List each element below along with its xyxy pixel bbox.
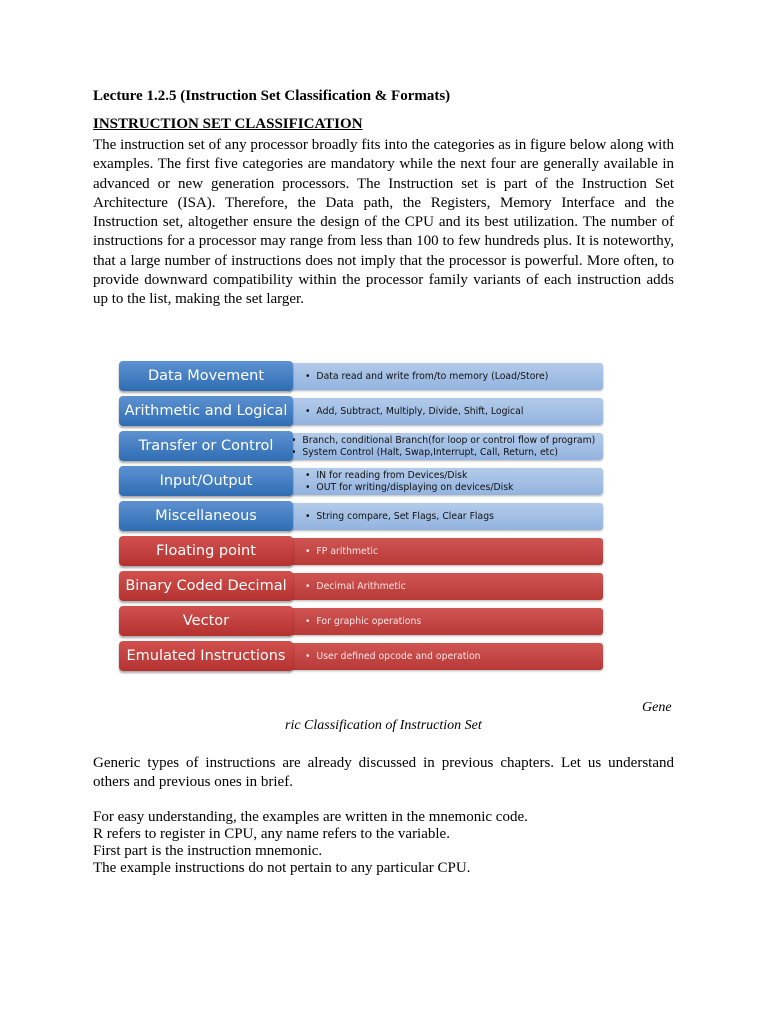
category-description [287, 433, 603, 460]
description-item: • For graphic operations [305, 616, 603, 628]
category-row-floating-point [119, 536, 607, 566]
description-item: • Data read and write from/to memory (Load/Store) [305, 371, 603, 383]
category-row-arithmetic-logical [119, 396, 607, 426]
description-item: • Decimal Arithmetic [305, 581, 603, 593]
category-description [287, 363, 603, 390]
category-label: Vector [119, 606, 293, 636]
description-item: • System Control (Halt, Swap,Interrupt, Call, Return, etc) [291, 447, 603, 459]
notes-list [93, 809, 528, 877]
description-item: • FP arithmetic [305, 546, 603, 558]
category-label: Miscellaneous [119, 501, 293, 531]
category-label: Arithmetic and Logical [119, 396, 293, 426]
category-row-transfer-control [119, 431, 607, 461]
category-row-bcd [119, 571, 607, 601]
category-description [287, 503, 603, 530]
description-item: • Branch, conditional Branch(for loop or control flow of program) [291, 435, 603, 447]
category-label: Input/Output [119, 466, 293, 496]
note-line: For easy understanding, the examples are written in the mnemonic code. [93, 809, 528, 825]
description-item: • Add, Subtract, Multiply, Divide, Shift, Logical [305, 406, 603, 418]
lecture-title: Lecture 1.2.5 (Instruction Set Classification & Formats) [93, 88, 451, 104]
category-description [287, 398, 603, 425]
note-line: First part is the instruction mnemonic. [93, 843, 323, 859]
category-description [287, 573, 603, 600]
category-row-data-movement [119, 361, 607, 391]
description-item: • User defined opcode and operation [305, 651, 603, 663]
section-heading: INSTRUCTION SET CLASSIFICATION [93, 116, 363, 132]
category-row-vector [119, 606, 607, 636]
category-label: Floating point [119, 536, 293, 566]
category-label: Binary Coded Decimal [119, 571, 293, 601]
body-paragraph: Generic types of instructions are already discussed in previous chapters. Let us understand others and previous ones in brief. [93, 755, 674, 791]
note-line: The example instructions do not pertain to any particular CPU. [93, 860, 471, 876]
category-description [287, 608, 603, 635]
category-label: Emulated Instructions [119, 641, 293, 671]
description-item: • String compare, Set Flags, Clear Flags [305, 511, 603, 523]
category-description [287, 468, 603, 495]
category-label: Data Movement [119, 361, 293, 391]
category-row-emulated [119, 641, 607, 671]
description-item: • IN for reading from Devices/Disk [305, 470, 603, 482]
note-line: R refers to register in CPU, any name refers to the variable. [93, 826, 450, 842]
category-row-miscellaneous [119, 501, 607, 531]
category-label: Transfer or Control [119, 431, 293, 461]
figure-caption-start: Gene [642, 700, 672, 715]
figure-caption-end: ric Classification of Instruction Set [285, 718, 482, 733]
description-item: • OUT for writing/displaying on devices/Disk [305, 482, 603, 494]
category-description [287, 643, 603, 670]
intro-paragraph: The instruction set of any processor broadly fits into the categories as in figure below along with examples. The first five categories are mandatory while the next four are generally available in advanced or new generation processors. The Instruction set is part of the Instruction Set Architecture (ISA). Therefore, the Data path, the Registers, Memory Interface and the Instruction set, altogether ensure the design of the CPU and its best utilization. The number of instructions for a processor may range from less than 100 to few hundreds plus. It is noteworthy, that a large number of instructions does not imply that the processor is powerful. More often, to provide downward compatibility within the processor family variants of each instruction adds up to the list, making the set larger. [93, 137, 674, 308]
category-description [287, 538, 603, 565]
category-row-input-output [119, 466, 607, 496]
